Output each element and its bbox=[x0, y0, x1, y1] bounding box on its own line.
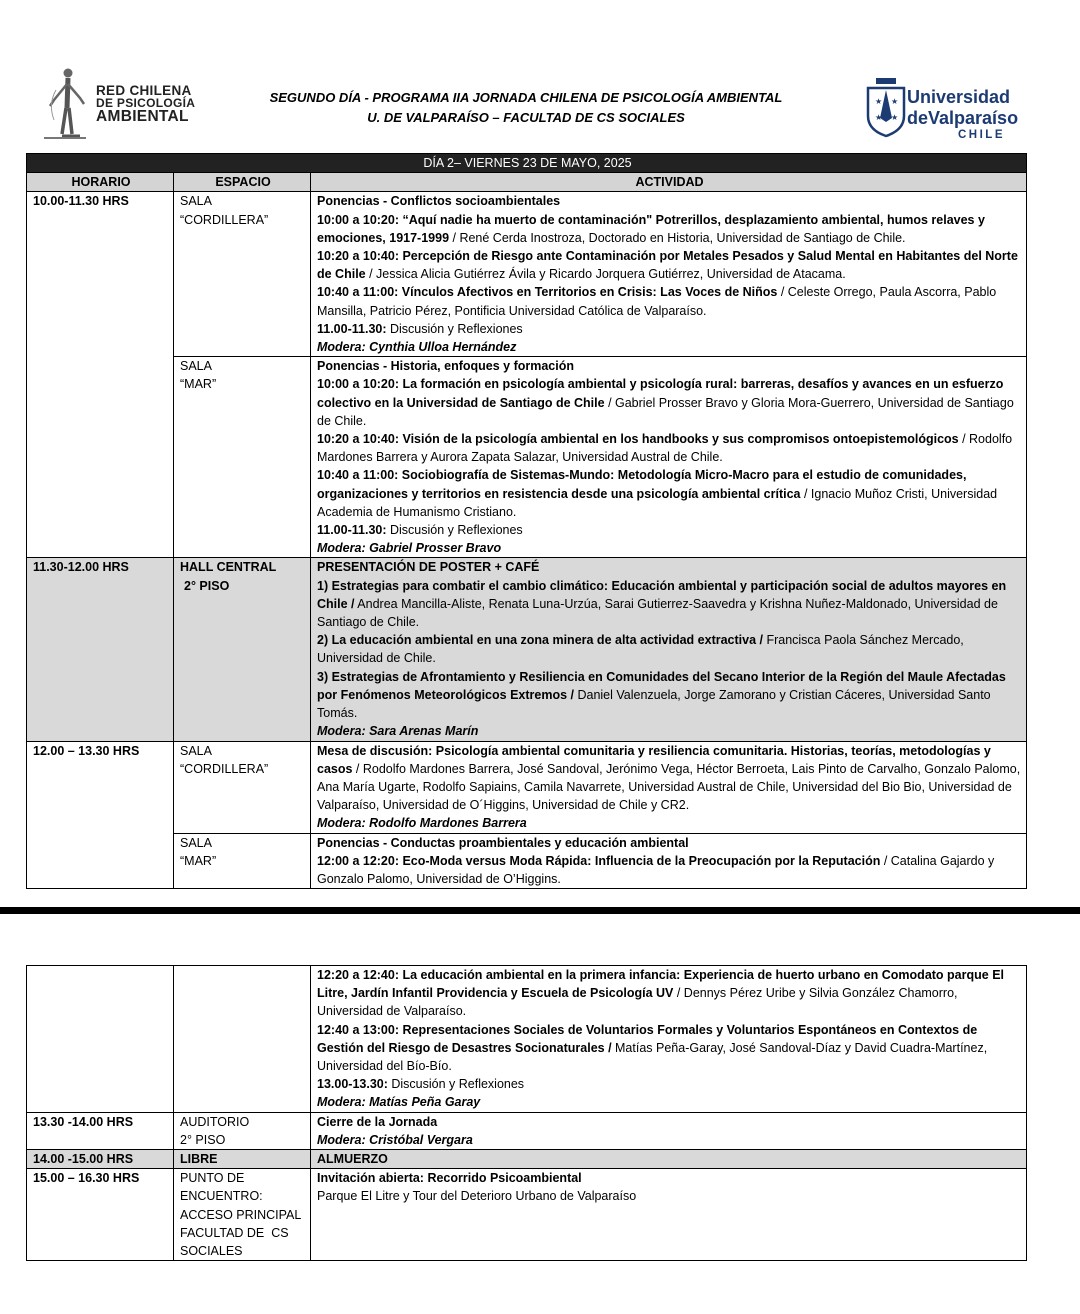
schedule-row-continued bbox=[27, 966, 1027, 1113]
poster-title: 3) Estrategias de Afrontamiento y Resiliencia en Comunidades del Secano Interior de la Región del Maule Afectadas por Fenómenos Meteorológicos Extremos / bbox=[317, 669, 1006, 702]
time-cell: 13.30 -14.00 HRS bbox=[27, 1112, 174, 1149]
talk-title: 12:00 a 12:20: Eco-Moda versus Moda Rápida: Influencia de la Preocupación por la Reputación bbox=[317, 853, 881, 868]
schedule-table-part-1 bbox=[26, 153, 1027, 889]
discussion-item bbox=[317, 320, 1022, 338]
talk-item bbox=[317, 966, 1022, 1021]
schedule-table-part-2 bbox=[26, 965, 1027, 1261]
talk-title: 10:00 a 10:20: “Aquí nadie ha muerto de contaminación" Potrerillos, desplazamiento ambiental, humos relaves y emociones, 1917-1999 bbox=[317, 212, 985, 245]
talk-authors: / René Cerda Inostroza, Doctorado en Historia, Universidad de Santiago de Chile. bbox=[449, 230, 906, 245]
session-heading: Ponencias - Historia, enfoques y formación bbox=[317, 359, 575, 374]
room-line: AUDITORIO bbox=[180, 1114, 250, 1129]
room-line: “CORDILLERA” bbox=[180, 761, 269, 776]
talk-item bbox=[317, 283, 1022, 319]
activity-detail: Parque El Litre y Tour del Deterioro Urbano de Valparaíso bbox=[317, 1189, 637, 1204]
room-line: SOCIALES bbox=[180, 1244, 243, 1259]
room-line: FACULTAD DE CS bbox=[180, 1225, 289, 1240]
room-line: SALA bbox=[180, 835, 212, 850]
talk-item bbox=[317, 375, 1022, 430]
col-actividad: ACTIVIDAD bbox=[311, 173, 1027, 192]
room-line: 2° PISO bbox=[184, 578, 230, 593]
page-break-divider bbox=[0, 907, 1080, 914]
room-cell bbox=[174, 357, 311, 558]
session-heading: Cierre de la Jornada bbox=[317, 1114, 438, 1129]
day-title-row bbox=[27, 154, 1027, 173]
svg-text:★: ★ bbox=[875, 113, 883, 122]
moderator: Modera: Rodolfo Mardones Barrera bbox=[317, 816, 527, 831]
room-cell bbox=[174, 558, 311, 741]
logo-valparaiso: deValparaíso bbox=[907, 108, 1019, 128]
room-line: SALA bbox=[180, 743, 212, 758]
activity-cell bbox=[311, 1112, 1027, 1149]
discussion-label: Discusión y Reflexiones bbox=[386, 321, 523, 336]
schedule-row bbox=[27, 833, 1027, 889]
poster-authors: Francisca Paola Sánchez Mercado, Universidad de Chile. bbox=[317, 633, 964, 666]
room-line: SALA bbox=[180, 359, 212, 374]
activity-cell bbox=[311, 192, 1027, 357]
schedule-row bbox=[27, 1169, 1027, 1261]
session-heading: Ponencias - Conflictos socioambientales bbox=[317, 194, 561, 209]
talk-authors: / Dennys Pérez Uribe y Silvia González Chamorro, Universidad de Valparaíso. bbox=[317, 986, 958, 1019]
talk-item bbox=[317, 430, 1022, 466]
talk-title: 10:00 a 10:20: La formación en psicología ambiental y psicología rural: barreras, desafíos y avances en un esfuerzo colectivo en la Universidad de Santiago de Chile bbox=[317, 377, 1004, 410]
room-line: HALL CENTRAL bbox=[180, 560, 277, 575]
session-heading: Invitación abierta: Recorrido Psicoambiental bbox=[317, 1171, 582, 1186]
talk-item bbox=[317, 211, 1022, 247]
room-line: “MAR” bbox=[180, 853, 217, 868]
room-cell bbox=[174, 1112, 311, 1149]
talk-title: 10:20 a 10:40: Visión de la psicología ambiental en los handbooks y sus compromisos ontoepistemológicos bbox=[317, 432, 959, 447]
discussion-item bbox=[317, 1075, 1022, 1093]
talk-title: 12:20 a 12:40: La educación ambiental en la primera infancia: Experiencia de huerto urbano en Comodato parque El Litre, Jardín Infantil Providencia y Escuela de Psicología UV bbox=[317, 968, 1004, 1001]
talk-authors: / Celeste Orrego, Paula Ascorra, Pablo Mansilla, Patricio Pérez, Pontificia Universidad Católica de Valparaíso. bbox=[317, 285, 997, 318]
discussion-time: 11.00-11.30: bbox=[317, 523, 387, 538]
moderator: Modera: Cristóbal Vergara bbox=[317, 1132, 473, 1147]
panel-item bbox=[317, 742, 1022, 815]
schedule-row bbox=[27, 741, 1027, 833]
activity-cell: ALMUERZO bbox=[311, 1150, 1027, 1169]
room-cell bbox=[174, 1169, 311, 1261]
session-heading: PRESENTACIÓN DE POSTER + CAFÉ bbox=[317, 560, 540, 575]
university-shield-icon bbox=[866, 76, 906, 138]
talk-item bbox=[317, 247, 1022, 283]
moderator: Modera: Matías Peña Garay bbox=[317, 1095, 481, 1110]
activity-cell bbox=[311, 1169, 1027, 1261]
talk-title: 10:40 a 11:00: Sociobiografía de Sistemas-Mundo: Metodología Micro-Macro para el estudio de comunidades, organizaciones y territorios en resistencia desde una psicología ambiental crítica bbox=[317, 468, 967, 501]
discussion-label: Discusión y Reflexiones bbox=[387, 1077, 525, 1092]
red-chilena-logo bbox=[40, 64, 215, 140]
schedule-row-poster bbox=[27, 558, 1027, 741]
page-header bbox=[0, 0, 1080, 150]
title-line-2: U. DE VALPARAÍSO – FACULTAD DE CS SOCIALES bbox=[367, 110, 685, 125]
discussion-time: 13.00-13.30: bbox=[317, 1077, 388, 1092]
time-cell: 11.30-12.00 HRS bbox=[27, 558, 174, 741]
poster-item bbox=[317, 668, 1022, 723]
activity-cell bbox=[311, 558, 1027, 741]
logo-line-1: RED CHILENA bbox=[96, 83, 192, 98]
poster-item bbox=[317, 631, 1022, 667]
col-espacio: ESPACIO bbox=[174, 173, 311, 192]
human-figure-icon bbox=[40, 64, 96, 140]
talk-authors: / Ignacio Muñoz Cristi, Universidad Academia de Humanismo Cristiano. bbox=[317, 486, 998, 519]
column-header-row bbox=[27, 173, 1027, 192]
talk-title: 10:40 a 11:00: Vínculos Afectivos en Territorios en Crisis: Las Voces de Niños bbox=[317, 285, 778, 300]
logo-line-2: DE PSICOLOGÍA bbox=[96, 96, 196, 110]
session-heading: Ponencias - Conductas proambientales y educación ambiental bbox=[317, 835, 689, 850]
talk-title: 12:40 a 13:00: Representaciones Sociales de Voluntarios Formales y Voluntarios Espontáneos en Contextos de Gestión del Riesgo de Desastres Socionaturales / bbox=[317, 1022, 978, 1055]
svg-text:★: ★ bbox=[891, 113, 899, 122]
activity-cell bbox=[311, 741, 1027, 833]
talk-authors: / Gabriel Prosser Bravo y Gloria Mora-Guerrero, Universidad de Santiago de Chile. bbox=[317, 395, 1014, 428]
svg-text:★: ★ bbox=[875, 97, 883, 106]
logo-chile: CHILE bbox=[958, 129, 1005, 141]
schedule-row bbox=[27, 192, 1027, 357]
room-line: ACCESO PRINCIPAL bbox=[180, 1207, 302, 1222]
discussion-item bbox=[317, 521, 1022, 539]
room-line: SALA bbox=[180, 194, 212, 209]
poster-authors: Daniel Valenzuela, Jorge Zamorano y Cristian Cáceres, Universidad Santo Tomás. bbox=[317, 687, 991, 721]
moderator: Modera: Gabriel Prosser Bravo bbox=[317, 541, 502, 556]
program-title bbox=[236, 88, 816, 128]
room-cell bbox=[174, 833, 311, 889]
room-line: ENCUENTRO: bbox=[180, 1189, 263, 1204]
panel-authors: / Rodolfo Mardones Barrera, José Sandoval, Jerónimo Vega, Héctor Berroeta, Lais Pinto de Carvalho, Gonzalo Palomo, Ana María Ugarte, Rodolfo Sapiains, Camila Navarrete, Universidad Austral de Chile, Universidad del Bio Bio, Universidad de Valparaíso, Universidad de O´Higgins, Universidad de Chile y CR2. bbox=[317, 761, 1021, 813]
schedule-row-lunch bbox=[27, 1150, 1027, 1169]
room-line: “CORDILLERA” bbox=[180, 212, 269, 227]
time-cell: 10.00-11.30 HRS bbox=[27, 192, 174, 558]
discussion-label: Discusión y Reflexiones bbox=[386, 523, 523, 538]
talk-authors: Matías Peña-Garay, José Sandoval-Díaz y David Cuadra-Martínez, Universidad del Bío-Bío. bbox=[317, 1040, 988, 1074]
talk-title: 10:20 a 10:40: Percepción de Riesgo ante Contaminación por Metales Pesados y Salud Mental en Habitantes del Norte de Chile bbox=[317, 249, 1018, 282]
room-cell bbox=[174, 192, 311, 357]
room-cell: LIBRE bbox=[174, 1150, 311, 1169]
talk-authors: / Catalina Gajardo y Gonzalo Palomo, Universidad de O’Higgins. bbox=[317, 853, 995, 886]
time-cell: 14.00 -15.00 HRS bbox=[27, 1150, 174, 1169]
logo-universidad: Universidad bbox=[907, 87, 1011, 107]
day-title: DÍA 2– VIERNES 23 DE MAYO, 2025 bbox=[27, 154, 1027, 173]
poster-authors: Andrea Mancilla-Aliste, Renata Luna-Urzúa, Sarai Gutierrez-Saavedra y Krishna Nuñez-Maldonado, Universidad de Santiago de Chile. bbox=[317, 596, 998, 630]
time-cell: 15.00 – 16.30 HRS bbox=[27, 1169, 174, 1261]
universidad-valparaiso-logo bbox=[866, 76, 1019, 146]
activity-cell bbox=[311, 357, 1027, 558]
activity-cell bbox=[311, 966, 1027, 1113]
logo-line-3: AMBIENTAL bbox=[96, 108, 189, 125]
discussion-time: 11.00-11.30: bbox=[317, 321, 387, 336]
time-cell: 12.00 – 13.30 HRS bbox=[27, 741, 174, 889]
schedule-row bbox=[27, 1112, 1027, 1149]
talk-item bbox=[317, 852, 1022, 888]
schedule-row bbox=[27, 357, 1027, 558]
title-line-1: SEGUNDO DÍA - PROGRAMA IIA JORNADA CHILENA DE PSICOLOGÍA AMBIENTAL bbox=[269, 90, 783, 105]
poster-item bbox=[317, 577, 1022, 632]
room-line: “MAR” bbox=[180, 377, 217, 392]
panel-title: Mesa de discusión: Psicología ambiental comunitaria y resiliencia comunitaria. Historias, teorías, metodologías y casos bbox=[317, 743, 991, 776]
activity-cell bbox=[311, 833, 1027, 889]
time-cell bbox=[27, 966, 174, 1113]
poster-title: 1) Estrategias para combatir el cambio climático: Educación ambiental y participación social de adultos mayores en Chile / bbox=[317, 578, 1007, 611]
svg-text:★: ★ bbox=[891, 97, 899, 106]
room-cell bbox=[174, 741, 311, 833]
talk-authors: / Jessica Alicia Gutiérrez Ávila y Ricardo Jorquera Gutiérrez, Universidad de Atacama. bbox=[365, 267, 846, 282]
room-line: PUNTO DE bbox=[180, 1171, 245, 1186]
talk-item bbox=[317, 466, 1022, 521]
poster-title: 2) La educación ambiental en una zona minera de alta actividad extractiva / bbox=[317, 633, 763, 648]
room-cell bbox=[174, 966, 311, 1113]
room-line: 2° PISO bbox=[180, 1132, 226, 1147]
moderator: Modera: Cynthia Ulloa Hernández bbox=[317, 340, 517, 355]
talk-authors: / Rodolfo Mardones Barrera y Aurora Zapata Salazar, Universidad Austral de Chile. bbox=[317, 432, 1013, 465]
moderator: Modera: Sara Arenas Marín bbox=[317, 724, 479, 739]
talk-item bbox=[317, 1021, 1022, 1076]
col-horario: HORARIO bbox=[27, 173, 174, 192]
